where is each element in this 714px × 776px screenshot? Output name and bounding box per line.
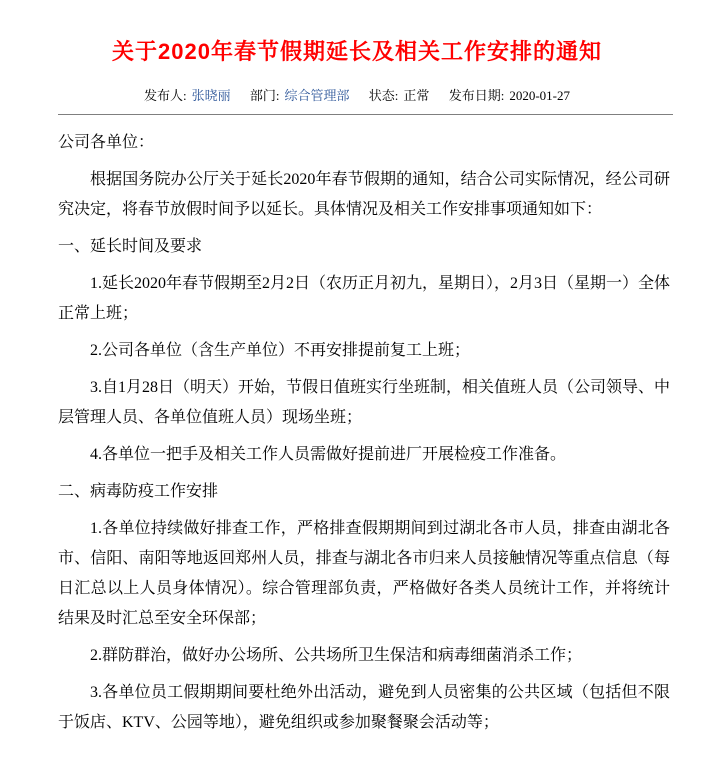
- section-2-item-1: 1.各单位持续做好排查工作，严格排查假期期间到过湖北各市人员，排查由湖北各市、信阳、南阳等地返回郑州人员，排查与湖北各市归来人员接触情况等重点信息（每日汇总以上人员身体情况）。综合管理部负责，严格做好各类人员统计工作，并将统计结果及时汇总至安全环保部；: [58, 520, 670, 627]
- salutation: 公司各单位：: [58, 134, 155, 151]
- section-2-item-2: 2.群防群治，做好办公场所、公共场所卫生保洁和病毒细菌消杀工作；: [90, 647, 583, 664]
- department-label: 部门:: [249, 88, 280, 103]
- intro-paragraph: 根据国务院办公厅关于延长2020年春节假期的通知，结合公司实际情况，经公司研究决定，将春节放假时间予以延长。具体情况及相关工作安排事项通知如下：: [58, 171, 670, 218]
- publisher-link[interactable]: 张晓丽: [191, 88, 231, 103]
- section-2-heading: 二、病毒防疫工作安排: [58, 483, 219, 500]
- section-1-heading: 一、延长时间及要求: [58, 238, 203, 255]
- publisher-label: 发布人:: [144, 88, 187, 103]
- section-1-item-3: 3.自1月28日（明天）开始，节假日值班实行坐班制，相关值班人员（公司领导、中层管理人员、各单位值班人员）现场坐班；: [58, 379, 671, 426]
- section-2-item-3: 3.各单位员工假期期间要杜绝外出活动，避免到人员密集的公共区域（包括但不限于饭店、KTV、公园等地），避免组织或参加聚餐聚会活动等；: [58, 684, 670, 731]
- date-value: 2020-01-27: [509, 88, 570, 103]
- notice-body: [0, 115, 714, 738]
- date-label: 发布日期:: [448, 88, 505, 103]
- department-link[interactable]: 综合管理部: [284, 88, 350, 103]
- meta-status: [369, 88, 430, 103]
- meta-publisher: [144, 88, 231, 103]
- section-1-item-1: 1.延长2020年春节假期至2月2日（农历正月初九，星期日），2月3日（星期一）全体正常上班；: [58, 275, 671, 322]
- notice-meta: [0, 88, 714, 104]
- notice-title: 关于2020年春节假期延长及相关工作安排的通知: [112, 39, 602, 64]
- section-1-item-4: 4.各单位一把手及相关工作人员需做好提前进厂开展检疫工作准备。: [90, 446, 567, 463]
- meta-date: [449, 88, 570, 103]
- status-label: 状态:: [368, 88, 399, 103]
- meta-department: [250, 88, 350, 103]
- section-1-item-2: 2.公司各单位（含生产单位）不再安排提前复工上班；: [90, 342, 471, 359]
- status-value: 正常: [403, 88, 430, 103]
- notice-page: [0, 36, 714, 776]
